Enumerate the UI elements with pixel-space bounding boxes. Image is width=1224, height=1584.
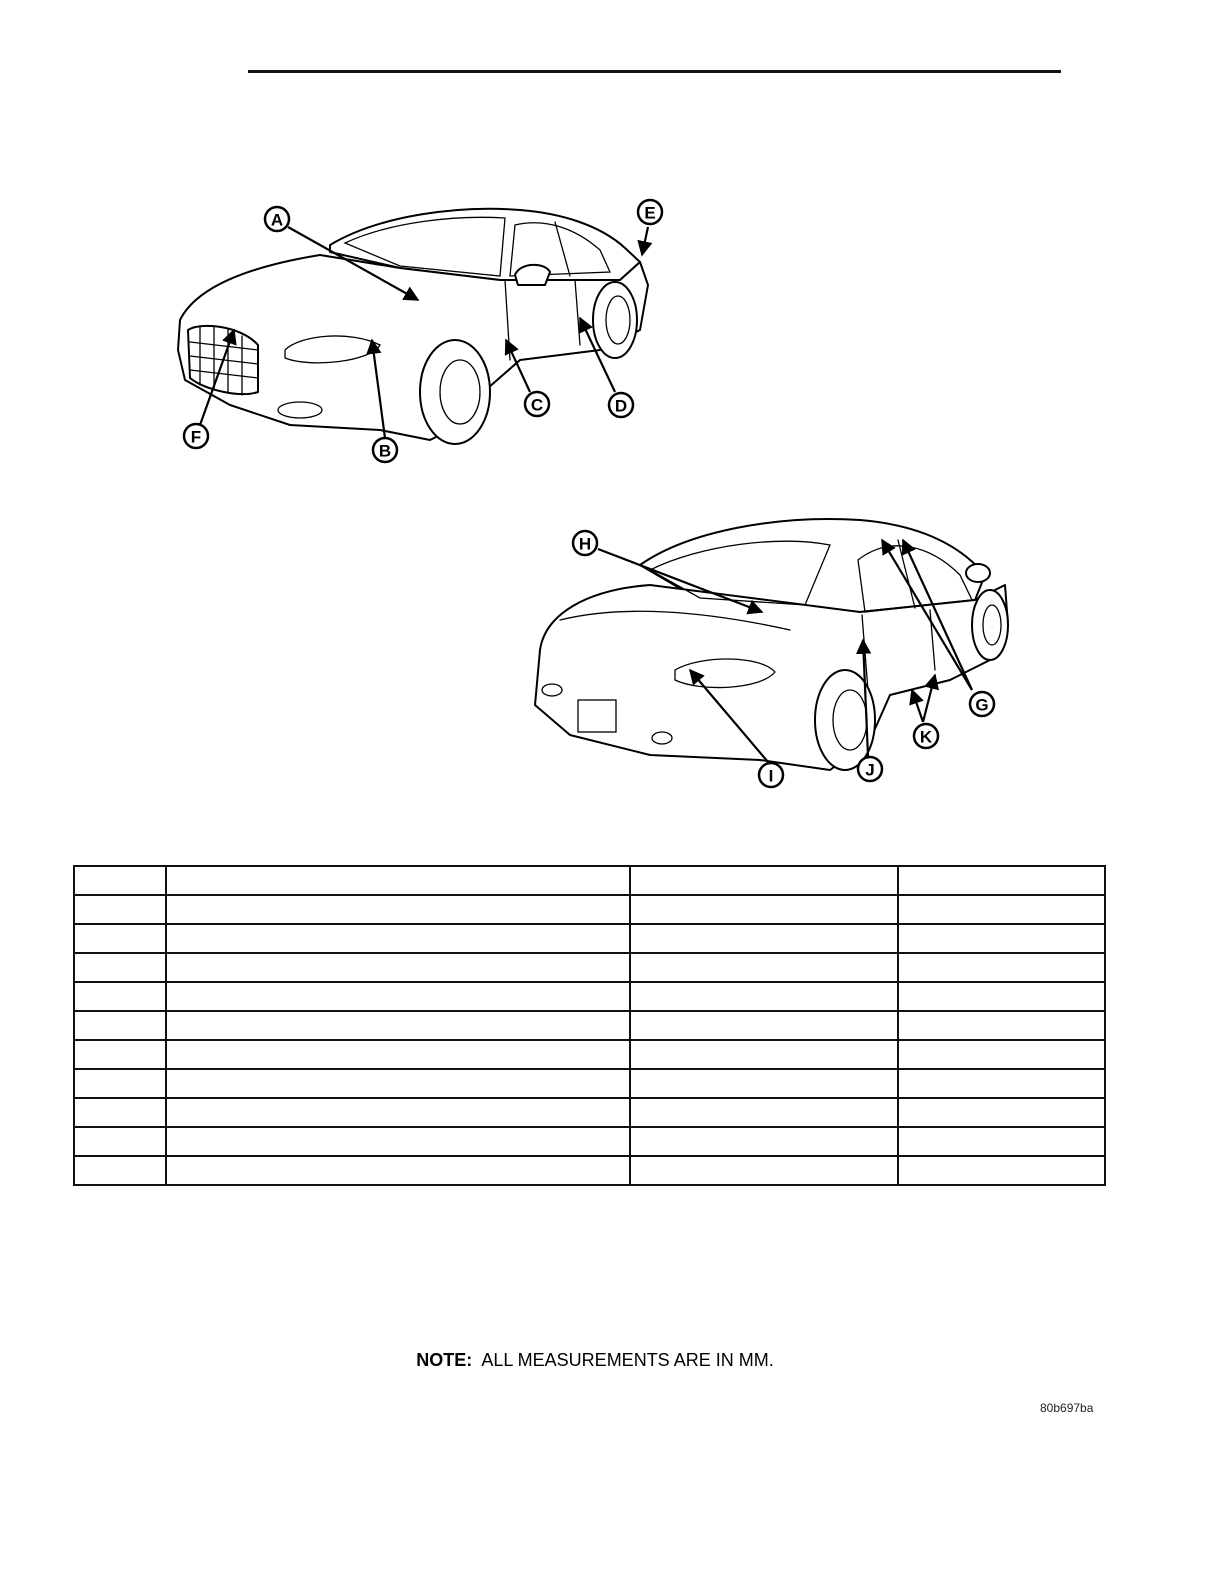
callout-j [858,757,882,781]
table-cell [898,895,1105,924]
table-cell [898,953,1105,982]
table-cell [630,1040,898,1069]
table-cell [898,1040,1105,1069]
table-cell [630,1127,898,1156]
table-cell [74,1156,166,1185]
callout-j-label: J [865,760,875,780]
table-row [74,1069,1105,1098]
table-cell [74,1098,166,1127]
callout-a [265,207,289,231]
measurement-table-body [74,866,1105,1185]
table-cell [630,895,898,924]
table-cell [898,1127,1105,1156]
callout-b [373,438,397,462]
table-cell [630,924,898,953]
table-cell [898,1011,1105,1040]
callout-d-label: D [614,396,628,416]
note-line [0,1350,1190,1371]
table-row [74,866,1105,895]
table-cell [74,895,166,924]
callout-h-label: H [578,534,592,554]
callout-k-label: K [919,727,933,747]
table-cell [630,953,898,982]
table-cell [166,982,630,1011]
table-cell [166,924,630,953]
table-cell [630,866,898,895]
callout-f [184,424,208,448]
table-row [74,1098,1105,1127]
callout-i-label: I [768,766,774,786]
table-cell [166,866,630,895]
table-cell [74,1011,166,1040]
table-cell [166,1040,630,1069]
callout-h [573,531,597,555]
table-row [74,924,1105,953]
table-cell [898,982,1105,1011]
table-cell [74,1127,166,1156]
table-cell [166,1127,630,1156]
table-cell [166,1069,630,1098]
table-cell [74,953,166,982]
callout-d [609,393,633,417]
table-cell [898,1098,1105,1127]
table-cell [630,1011,898,1040]
table-cell [74,866,166,895]
table-row [74,953,1105,982]
table-row [74,982,1105,1011]
callout-i [759,763,783,787]
callout-k [914,724,938,748]
front-car-illustration [178,209,648,444]
table-row [74,895,1105,924]
table-cell [74,982,166,1011]
figure-id: 80b697ba [1040,1401,1094,1415]
table-cell [166,953,630,982]
table-cell [166,895,630,924]
table-cell [898,1069,1105,1098]
table-row [74,1040,1105,1069]
table-cell [166,1156,630,1185]
table-cell [74,1069,166,1098]
callout-c [525,392,549,416]
callout-e-label: E [644,203,656,223]
table-cell [630,982,898,1011]
table-cell [898,1156,1105,1185]
callout-f-label: F [190,427,202,447]
table-cell [630,1156,898,1185]
note-text: ALL MEASUREMENTS ARE IN MM. [481,1350,774,1370]
callout-b-label: B [378,441,392,461]
measurement-table [73,865,1106,1186]
callout-g [970,692,994,716]
table-cell [898,866,1105,895]
table-cell [898,924,1105,953]
callout-a-label: A [270,210,284,230]
table-row [74,1011,1105,1040]
table-cell [166,1011,630,1040]
table-cell [630,1098,898,1127]
table-row [74,1127,1105,1156]
table-cell [74,1040,166,1069]
callout-c-label: C [530,395,544,415]
table-row [74,1156,1105,1185]
note-label: NOTE: [416,1350,473,1370]
table-cell [630,1069,898,1098]
callout-e [638,200,662,224]
table-cell [166,1098,630,1127]
table-cell [74,924,166,953]
callout-g-label: G [975,695,989,715]
